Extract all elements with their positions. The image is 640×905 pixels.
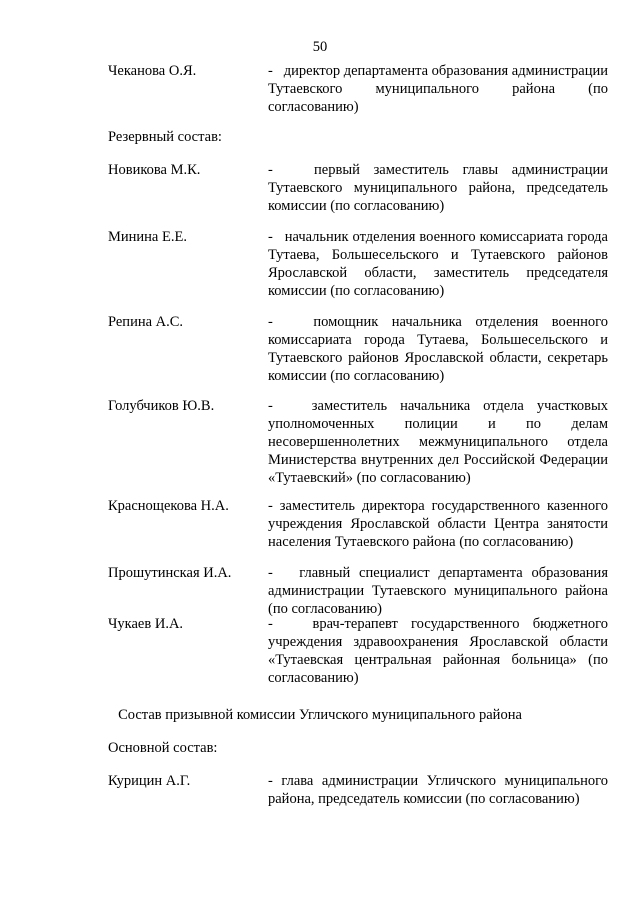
member-name: Минина Е.Е. <box>108 229 187 245</box>
member-description: - директор департамента образования администрации Тутаевского муниципального района (по согласованию) <box>268 63 608 115</box>
member-description: - врач-терапевт государственного бюджетного учреждения здравоохранения Ярославской области «Тутаевская центральная районная больница» (по согласованию) <box>268 616 608 686</box>
member-description: - глава администрации Угличского муниципального района, председатель комиссии (по согласованию) <box>268 773 608 807</box>
member-name: Курицин А.Г. <box>108 773 191 789</box>
member-name: Чукаев И.А. <box>108 616 184 632</box>
section-heading: Состав призывной комиссии Угличского муниципального района <box>118 707 522 723</box>
page-number: 50 <box>312 39 328 55</box>
member-name: Новикова М.К. <box>108 162 201 178</box>
member-name: Краснощекова Н.А. <box>108 498 229 514</box>
member-description: - первый заместитель главы администрации Тутаевского муниципального района, председатель комиссии (по согласованию) <box>268 162 608 214</box>
reserve-composition-label: Резервный состав: <box>108 129 222 145</box>
member-name: Голубчиков Ю.В. <box>108 398 215 414</box>
member-description: - заместитель директора государственного казенного учреждения Ярославской области Центра занятости населения Тутаевского района (по согласованию) <box>268 498 608 550</box>
member-name: Прошутинская И.А. <box>108 565 232 581</box>
main-composition-label: Основной состав: <box>108 740 218 756</box>
member-name: Чеканова О.Я. <box>108 63 197 79</box>
member-description: - помощник начальника отделения военного комиссариата города Тутаева, Большесельского и Тутаевского районов Ярославской области, секретарь комиссии (по согласованию) <box>268 314 608 384</box>
member-description: - заместитель начальника отдела участковых уполномоченных полиции и по делам несовершеннолетних межмуниципального отдела Министерства внутренних дел Российской Федерации «Тутаевский» (по согласованию) <box>268 398 608 486</box>
member-name: Репина А.С. <box>108 314 184 330</box>
member-description: - начальник отделения военного комиссариата города Тутаева, Большесельского и Тутаевского районов Ярославской области, заместитель председателя комиссии (по согласованию) <box>268 229 608 299</box>
member-description: - главный специалист департамента образования администрации Тутаевского муниципального района (по согласованию) <box>268 565 608 617</box>
